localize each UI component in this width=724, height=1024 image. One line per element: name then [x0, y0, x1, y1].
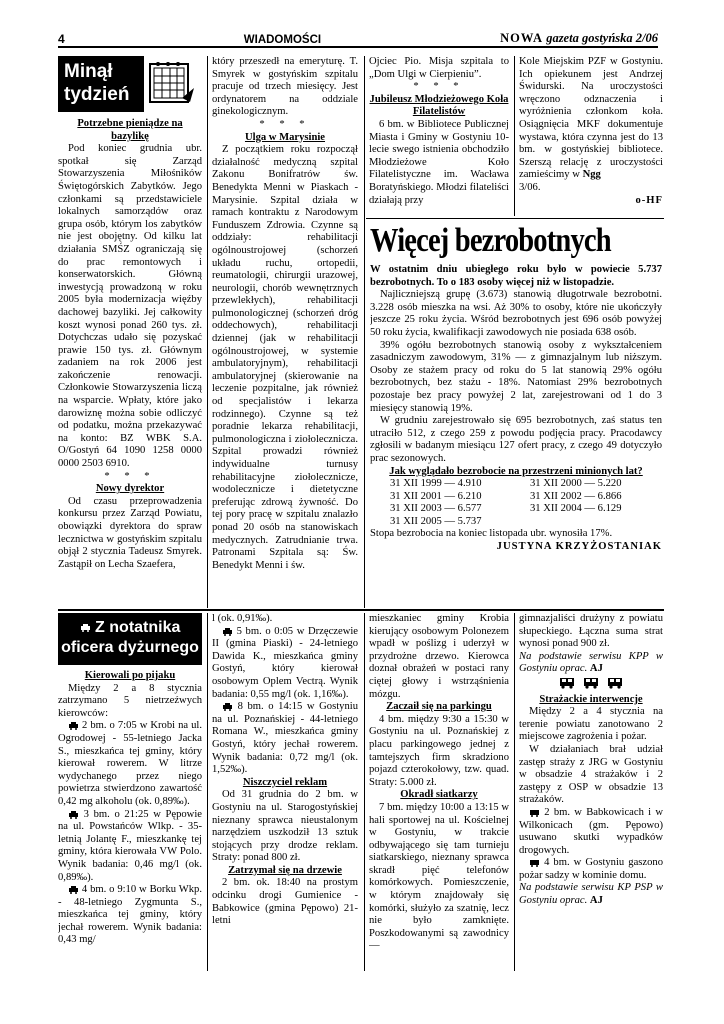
item-text-cont: mieszkaniec gminy Krobia kierujący osobowym Polonezem wpadł w poślizg i uderzył w przydrożne drzewo. Kierowca doznał obrażeń w postaci rany ciętej głowy i wstrząśnienia mózgu. — [369, 613, 509, 700]
column-3 — [369, 56, 509, 216]
fire-truck-icon — [529, 808, 540, 817]
entry-text: 3 bm. o 21:25 w Pępowie na ul. Powstańców Wlkp. - 35-letnią Jolantę F., mieszkankę tej gminy, która kierowała VW Polo. Wynik badania: 0,46 mg/l (ok. 0,89‰). — [58, 808, 202, 883]
article-text-dyrektor: Od czasu przeprowadzenia konkursu przez Zarząd Powiatu, obowiązki dyrektora do spraw lecznictwa w gostyńskim szpitalu objął 2 stycznia Tadeusz Smyrek. Zastąpił on Lecha Szaefera, — [58, 495, 202, 570]
fire-truck-icon — [607, 676, 623, 689]
page-number: 4 — [58, 32, 65, 46]
item-entry — [519, 807, 663, 857]
table-cell: 31 XII 2005 — 5.737 — [390, 515, 482, 527]
column-1 — [58, 118, 202, 608]
source-signature: AJ — [589, 895, 603, 907]
table-cell: 31 XII 2000 — 5.220 — [530, 478, 622, 490]
article-text-filatelisci-cont — [519, 56, 663, 195]
column-divider — [207, 56, 208, 608]
column-divider — [514, 613, 515, 971]
item-text: 2 bm. ok. 18:40 na prostym odcinku drogi Gumienice - Babkowice (gmina Pępowo) 21-letni — [212, 877, 358, 927]
item-title: Niszczyciel reklam — [242, 776, 328, 788]
minal-tydzien-box — [58, 56, 144, 112]
article-paragraph: 39% ogółu bezrobotnych stanowią osoby z wykształceniem zasadniczym zawodowym, 31% — z gimnazjalnym lub niższym. Osoby ze stażem pracy od roku do 5 lat stanowią 29% ogółu bezrobotnych, bez stażu - 18%. Natomiast 29% bezrobotnych pozostaje bez pracy powyżej 2 lat, zarejestrowani od 1 do 3 miesięcy stanowią 19%. — [370, 339, 662, 414]
notatnik-title-line2: oficera dyżurnego — [61, 639, 199, 656]
article-paragraph: W grudniu zarejestrowało się 695 bezrobotnych, zaś status ten utraciło 512, z czego 259 z powodu podjęcia pracy. Pracodawcy zgłosili w badanym miesiącu 127 ofert pracy, z czego 49 dotyczyło prac sezonowych. — [370, 415, 662, 464]
source-signature: AJ — [589, 663, 603, 675]
entry-text: 5 bm. o 0:05 w Drzęczewie II (gmina Piaski) - 24-letniego Dawida K., mieszkańca gminy Gostyń, który kierował osobowym Oplem Vectrą. Wynik badania: 0,55 mg/l (ok. 1,16‰). — [212, 625, 358, 700]
column-divider — [207, 613, 208, 971]
item-text: W działaniach brał udział zastęp straży z JRG w Gostyniu w obsadzie 4 strażaków i 2 zastępy z OSP w obsadzie 13 strażaków. — [519, 743, 663, 806]
source-text: Na podstawie serwisu KP PSP w Gostyniu oprac. — [519, 882, 663, 907]
section-divider — [58, 609, 664, 611]
item-title: Zaczaił się na parkingu — [386, 701, 492, 713]
item-text: Od 31 grudnia do 2 bm. w Gostyniu na ul. Starogostyńskiej nieznany sprawca nieustalonym narzędziem uszkodził 13 sztuk stojących przy drodze reklam. Straty: ponad 800 zł. — [212, 789, 358, 864]
column-divider — [364, 613, 365, 971]
section-title: WIADOMOŚCI — [243, 34, 322, 46]
item-text: 7 bm. między 10:00 a 13:15 w hali sportowej na ul. Kościelnej w Gostyniu, w trakcie odbywającego się tam turnieju siatkarskiego, nieznany sprawca skradł pięć telefonów komórkowych. Pomieszczenie, w którym znajdowały się komórki, służyło za szatnię, lecz nie było zamknięte. Poszkodowanymi są zawodnicy — — [369, 801, 509, 952]
notatnik-column-1 — [58, 670, 202, 970]
notatnik-column-3 — [369, 613, 509, 971]
paper-subtitle: gazeta gostyńska 2/06 — [546, 31, 658, 45]
notatnik-column-4 — [519, 613, 663, 971]
car-icon — [222, 702, 233, 711]
item-title: Okradł siatkarzy — [400, 789, 478, 801]
minal-title-line1: Minął — [64, 61, 113, 82]
entry-text: 2 bm. w Babkowicach i w Wilkonicach (gm. Pępowo) usuwano skutki wypadków drogowych. — [519, 806, 663, 856]
entry-text: 4 bm. w Gostyniu gaszono pożar sadzy w kominie domu. — [519, 857, 663, 881]
paper-logo: NOWA — [500, 31, 544, 45]
author-signature: o-HF — [635, 194, 663, 206]
table-cell: 31 XII 1999 — 4.910 — [390, 478, 482, 490]
item-title: Zatrzymał się na drzewie — [228, 864, 342, 876]
table-cell — [530, 516, 662, 529]
entry-text: 4 bm. o 9:10 w Borku Wkp. - 48-letniego Zygmunta S., mieszkańca tej gminy, który jechał rowerem. Wynik badania: 0,43 mg/ — [58, 884, 202, 946]
article-text-marysin: Z początkiem roku rozpoczął działalność medyczną szpital Zakonu Bonifratrów św. Benedykta Menni w Piaskach - Marysinie. Szpital działa w ramach kontraktu z Narodowym Funduszem Zdrowia. Czynne są oddziały: rehabilitacji ogólnoustrojowej (schorzeń układu ruchu, ortopedii, reumatologii, chirurgii urazowej, neurologii, chorób wewnętrznych przewlekłych), rehabilitacji pulmonologicznej (schorzeń dróg oddechowych), rehabilitacji dziennej (jak w rehabilitacji ogólnoustrojowej, w systemie ambulatoryjnym), rehabilitacji ambulatoryjnej (skierowanie na leczenie pozpitalne, jak również od specjalistów i lekarza rodzinnego). Czynne są też poradnie lekarza rehabilitacji, pulmonologiczna i ziołolecznicza. Szpital prowadzi również indywidualne turnusy rehabilitacyjne ziołolecznicze, wodolecznicze i dietetyczne preferując zdrową żywność. Do tej pory pracę w szpitalu znalazło ponad 20 osób na stanowiskach medycznych. Zatrudnianie trwa. Patronami Szpitala są: Św. Benedykt Menni i św. — [212, 144, 358, 571]
item-entry — [58, 720, 202, 808]
article-author: JUSTYNA KRZYŻOSTANIAK — [496, 541, 662, 553]
item-title: Kierowali po pijaku — [84, 670, 176, 681]
item-text: Między 2 a 8 stycznia zatrzymano 5 nietrzeźwych kierowców: — [58, 682, 202, 719]
entry-text: 2 bm. o 7:05 w Krobi na ul. Ogrodowej - 55-letniego Jacka S., mieszkańca tej gminy, który kierował rowerem. W litrze wydychanego przez niego powietrza stwierdzono zawartość 0,42 mg alkoholu (ok. 0,89‰). — [58, 720, 202, 807]
article-title-dyrektor: Nowy dyrektor — [95, 483, 165, 495]
issue-number: 3/06. — [519, 181, 541, 193]
ngg-logo: Ngg — [582, 169, 601, 181]
unemployment-table — [370, 478, 662, 528]
article-text-dyrektor-cont: który przeszedł na emeryturę. T. Smyrek w gostyńskim szpitalu pracuje od trzech miesięcy. Jest ordynatorem na oddziale ginekologicznym. — [212, 56, 358, 118]
article-headline: Więcej bezrobotnych — [370, 222, 611, 259]
item-title: Strażackie interwencje — [539, 693, 643, 705]
table-cell: 31 XII 2001 — 6.210 — [390, 490, 482, 502]
item-entry — [58, 884, 202, 947]
table-cell: 31 XII 2003 — 6.577 — [390, 503, 482, 515]
separator-stars: * * * — [413, 81, 465, 93]
notatnik-title-line1 — [58, 618, 202, 638]
article-paragraph: Najliczniejszą grupę (3.673) stanowią długotrwale bezrobotni. 3.228 osób mieszka na wsi. Aż 30% to osoby, które nie ukończyły jeszcze 25 roku życia. Wśród bezrobotnych jest 696 osób powyżej 50 roku życia, kwalifikacji zawodowych nie posiada 638 osób. — [370, 289, 662, 338]
column-divider — [364, 56, 365, 608]
source-note — [519, 882, 663, 907]
notatnik-box — [58, 613, 202, 665]
table-cell: 31 XII 2004 — 6.129 — [530, 503, 622, 515]
fire-truck-icons — [519, 676, 663, 694]
column-4 — [519, 56, 663, 216]
column-divider — [514, 56, 515, 216]
article-lead: W ostatnim dniu ubiegłego roku było w powiecie 5.737 bezrobotnych. To o 183 osoby więcej niż w listopadzie. — [370, 264, 662, 288]
item-text: 4 bm. między 9:30 a 15:30 w Gostyniu na ul. Poznańskiej z placu parkingowego jednej z tamtejszych firm skradziono pojazd czterokołowy, tzw. quad. Straty: 5.000 zł. — [369, 713, 509, 788]
section-divider — [366, 218, 664, 219]
unemployment-rate: Stopa bezrobocia na koniec listopada ubr. wynosiła 17%. — [370, 528, 613, 540]
article-title-bazylika: Potrzebne pieniądze na bazylikę — [77, 118, 183, 142]
item-entry — [58, 809, 202, 885]
notatnik-title-text: Z notatnika — [95, 619, 181, 636]
filatelisci-text: Kole Miejskim PZF w Gostyniu. Ich opiekunem jest Andrzej Świdurski. Na uroczystości wręczono odznaczenia i wyróżnienia członkom koła. Osiągnięcia MKF dokumentuje wystawa, która czynna jest do 13 bm. w gostyńskiej bibliotece. Szerszą relację z uroczystości zamieścimy w — [519, 56, 663, 181]
car-icon — [80, 623, 91, 632]
source-text: Na podstawie serwisu KPP w Gostyniu oprac. — [519, 650, 663, 675]
car-icon — [68, 810, 79, 819]
article-bezrobocie — [370, 264, 662, 608]
car-icon — [68, 721, 79, 730]
separator-stars: * * * — [104, 470, 156, 482]
article-text-filatelisci: 6 bm. w Bibliotece Publicznej Miasta i Gminy w Gostyniu 10-lecie swego istnienia obchodziło Młodzieżowe Koło Filatelistyczne im. Wacława Boratyńskiego. Młodzi filateliści działają przy — [369, 118, 509, 206]
item-text: Między 2 a 4 stycznia na terenie powiatu zanotowano 2 miejscowe zagrożenia i pożar. — [519, 706, 663, 743]
table-cell: 31 XII 2002 — 6.866 — [530, 490, 622, 502]
page-header — [58, 28, 658, 48]
notatnik-column-2 — [212, 613, 358, 971]
paper-name — [500, 31, 658, 46]
separator-stars: * * * — [259, 118, 311, 130]
item-text-cont: gimnazjaliści drużyny z powiatu słupeckiego. Łączna suma strat wynosi ponad 900 zł. — [519, 613, 663, 650]
article-text-marysin-cont: Ojciec Pio. Misja szpitala to „Dom Ulgi w Cierpieniu”. — [369, 56, 509, 80]
car-icon — [222, 627, 233, 636]
article-text-bazylika: Pod koniec grudnia ubr. spotkał się Zarząd Stowarzyszenia Miłośników Świętogórskich Zabytków. Jego członkami są przedstawiciele lokalnych samorządów oraz grupa osób, którym los zabytków nie jest obojętny. Od kilku lat działania SMŚZ ograniczają się do prac remontowych i konserwatorskich. Główną inwestycją prowadzoną w roku 2005 była modernizacja więźby dachowej bazyliki. Jej całkowity koszt wynosi ponad 260 tys. zł. Dotychczas udało się pozyskać prawie 150 tys. zł. Głównym zadaniem na rok 2006 jest zakończenie renowacji. Członkowie Stowarzyszenia liczą na wsparcie. Wpłaty, które jako darowiznę można sobie odliczyć od podatku, można przekazywać na konto: BZ WBK S.A. O/Gostyń 64 1090 1258 0000 0000 2503 6910. — [58, 143, 202, 470]
table-title: Jak wyglądało bezrobocie na przestrzeni minionych lat? — [389, 465, 643, 477]
fire-truck-icon — [583, 676, 599, 689]
car-icon — [68, 885, 79, 894]
item-entry — [519, 857, 663, 882]
column-2 — [212, 56, 358, 608]
article-title-filatelisci: Jubileusz Młodzieżowego Koła Filatelistów — [369, 93, 509, 118]
calendar-icon — [146, 58, 198, 108]
item-entry — [212, 626, 358, 702]
fire-truck-icon — [529, 858, 540, 867]
minal-title-line2: tydzień — [64, 84, 130, 105]
entry-text-cont: l (ok. 0,91‰). — [212, 613, 273, 624]
article-title-marysin: Ulga w Marysinie — [244, 131, 326, 143]
source-note — [519, 651, 663, 676]
entry-text: 8 bm. o 14:15 w Gostyniu na ul. Poznańskiej - 44-letniego Romana W., mieszkańca gminy Gostyń, który jechał rowerem. Wynik badania: 0,72 mg/l (ok. 1,52‰). — [212, 701, 358, 776]
fire-truck-icon — [559, 676, 575, 689]
item-entry — [212, 701, 358, 777]
